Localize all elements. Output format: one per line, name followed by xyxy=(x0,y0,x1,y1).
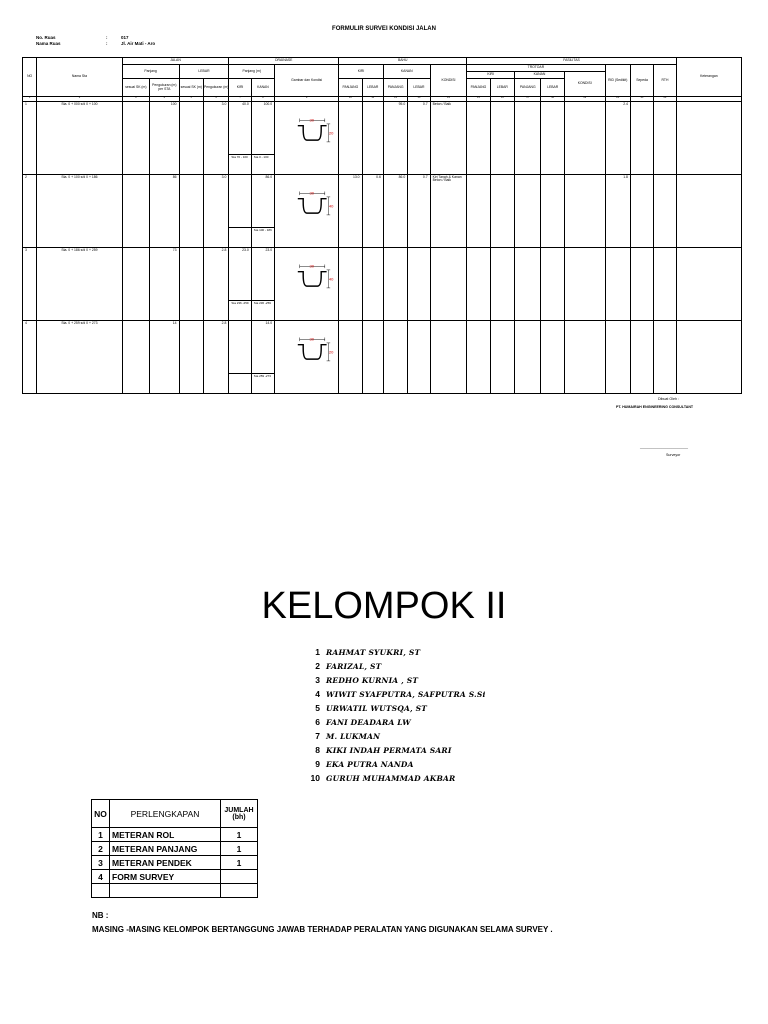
equip-no xyxy=(92,884,110,898)
row-drain-kiri xyxy=(229,320,251,393)
survey-row xyxy=(23,320,742,393)
row-trotoar-kiri-lebar xyxy=(490,101,514,174)
th-trotoar-kanan-panjang: PANJANG xyxy=(515,79,541,97)
row-bahu-kondisi xyxy=(430,247,467,320)
row-sepeda xyxy=(630,174,653,247)
kelompok-title: KELOMPOK II xyxy=(261,585,507,627)
row-bahu-kiri-lebar xyxy=(362,320,383,393)
equip-th-jumlah: JUMLAH (bh) xyxy=(221,800,258,828)
nama-ruas-label: Nama Ruas xyxy=(36,41,61,46)
member-name: FANI DEADARA LW xyxy=(326,717,411,727)
no-ruas-colon: : xyxy=(106,35,108,40)
row-lebar-pengukuran xyxy=(203,101,228,174)
th-trotoar-kiri: KIRI xyxy=(467,72,515,79)
member-number: 4 xyxy=(315,689,320,699)
member-number: 2 xyxy=(315,661,320,671)
row-trotoar-kanan-panjang xyxy=(515,320,541,393)
th-drainase: DRAINASE xyxy=(229,58,339,65)
row-drain-kanan-sta-range: Sta 0 - 100 xyxy=(252,154,274,174)
member-item xyxy=(308,701,486,715)
row-trotoar-kondisi xyxy=(564,320,605,393)
equip-no: 4 xyxy=(92,870,110,884)
drainage-sketch xyxy=(296,116,332,148)
member-name: FARIZAL, ST xyxy=(326,661,382,671)
member-number: 9 xyxy=(315,759,320,769)
row-bahu-kanan-lebar xyxy=(408,247,430,320)
column-number: 4 xyxy=(150,97,179,102)
row-bahu-kiri-panjang xyxy=(339,174,362,247)
member-number: 7 xyxy=(315,731,320,741)
th-trotoar-kanan-lebar: LEBAR xyxy=(541,79,564,97)
row-no-value: 4 xyxy=(25,320,27,325)
row-keterangan xyxy=(676,247,741,320)
th-jalan: JALAN xyxy=(122,58,229,65)
row-sta xyxy=(37,174,122,247)
row-bahu-kondisi xyxy=(430,101,467,174)
member-number: 1 xyxy=(315,647,320,657)
equip-th-no: NO xyxy=(92,800,110,828)
nama-ruas-value: Jl. Air Mati - Aro xyxy=(121,41,156,46)
th-trotoar-kanan: KANAN xyxy=(515,72,565,79)
member-item xyxy=(308,729,486,743)
row-gambar xyxy=(275,101,339,174)
row-trotoar-kanan-panjang xyxy=(515,174,541,247)
th-trotoar-kondisi: KONDISI xyxy=(564,72,605,97)
column-number: 12 xyxy=(383,97,407,102)
equip-no: 1 xyxy=(92,828,110,842)
row-trotoar-kanan-lebar xyxy=(541,101,564,174)
company-name: PT. HUMAIRAH ENGINEERING CONSULTANT xyxy=(616,405,694,409)
member-number: 3 xyxy=(315,675,320,685)
row-bahu-kiri-lebar-value: 0.6 xyxy=(376,174,381,179)
equipment-row xyxy=(92,856,258,870)
row-lebar-pengukuran-value: 3.0 xyxy=(221,174,227,179)
equip-item xyxy=(110,884,221,898)
row-drain-kanan xyxy=(251,174,274,247)
member-item xyxy=(308,673,486,687)
row-drain-kanan-value: 14.0 xyxy=(265,320,273,325)
member-name: GURUH MUHAMMAD AKBAR xyxy=(326,773,456,783)
row-trotoar-kiri-lebar xyxy=(490,247,514,320)
dibuat-oleh-label: Dibuat Oleh : xyxy=(658,397,679,401)
row-no xyxy=(23,101,37,174)
row-rid xyxy=(605,247,630,320)
row-rid-value: 2.4 xyxy=(623,101,628,106)
member-name: WIWIT SYAFPUTRA, SAFPUTRA S.Si xyxy=(326,689,486,699)
equip-item: METERAN PENDEK xyxy=(110,856,221,870)
member-list xyxy=(308,645,486,785)
th-gambar: Gambar dan Kondisi xyxy=(275,65,339,97)
no-ruas-value: 017 xyxy=(121,35,129,40)
th-trotoar: TROTOAR xyxy=(467,65,605,72)
row-sta-value: Sta. 0 + 100 s/d 0 + 186 xyxy=(61,174,98,179)
row-lebar-pengukuran xyxy=(203,320,228,393)
th-bahu-kondisi: KONDISI xyxy=(430,65,467,97)
row-trotoar-kiri-panjang xyxy=(467,320,490,393)
row-bahu-kanan-panjang xyxy=(383,320,407,393)
dim-top-label: 30 xyxy=(309,263,314,269)
row-bahu-kanan-lebar xyxy=(408,101,430,174)
th-bahu-kanan-panjang: PANJANG xyxy=(383,79,407,97)
member-number: 8 xyxy=(315,745,320,755)
row-trotoar-kondisi xyxy=(564,101,605,174)
row-panjang-sk xyxy=(122,247,149,320)
row-no-value: 2 xyxy=(25,174,27,179)
th-pengukuran-lebar: Pengukuran (m) xyxy=(203,79,228,97)
column-number: 22 xyxy=(654,97,676,102)
row-drain-kanan-sta-range: Sta 100 - 186 xyxy=(252,227,274,247)
row-drain-kiri-value: 40.0 xyxy=(242,101,249,106)
column-number: 2 xyxy=(37,97,122,102)
member-item xyxy=(308,771,486,785)
row-drain-kiri-sta-range xyxy=(229,227,250,247)
row-sta-value: Sta. 0 + 259 s/d 0 + 273 xyxy=(61,320,98,325)
row-panjang-pengukuran-value: 86 xyxy=(172,174,177,179)
row-lebar-sk xyxy=(179,101,203,174)
row-bahu-kondisi-value: Beton / Baik xyxy=(432,101,451,106)
row-no xyxy=(23,174,37,247)
survey-table xyxy=(22,57,742,394)
row-bahu-kiri-lebar xyxy=(362,101,383,174)
row-trotoar-kanan-lebar xyxy=(541,320,564,393)
row-trotoar-kiri-lebar xyxy=(490,320,514,393)
column-number: 14 xyxy=(430,97,467,102)
row-sta xyxy=(37,101,122,174)
signature-line: ________________________ xyxy=(640,445,688,449)
row-bahu-kanan-lebar-value: 0.7 xyxy=(422,174,428,179)
row-bahu-kiri-panjang xyxy=(339,320,362,393)
row-rid xyxy=(605,174,630,247)
member-number: 6 xyxy=(315,717,320,727)
column-number: 21 xyxy=(630,97,653,102)
row-bahu-kanan-lebar xyxy=(408,174,430,247)
column-number: 8 xyxy=(251,97,274,102)
row-gambar xyxy=(275,320,339,393)
row-panjang-pengukuran-value: 73 xyxy=(172,247,177,252)
row-drain-kiri xyxy=(229,174,251,247)
th-drain-panjang: Panjang (m) xyxy=(229,65,275,79)
th-fasilitas: FASILITAS xyxy=(467,58,676,65)
row-keterangan xyxy=(676,174,741,247)
row-trotoar-kiri-panjang xyxy=(467,174,490,247)
row-drain-kiri-sta-range xyxy=(229,373,250,393)
row-drain-kiri-sta-range: Sta 70 - 100 xyxy=(229,154,250,174)
th-lebar: LEBAR xyxy=(179,65,229,79)
equip-no: 2 xyxy=(92,842,110,856)
row-trotoar-kanan-lebar xyxy=(541,247,564,320)
th-sepeda: Sepeda xyxy=(630,65,653,97)
row-trotoar-kondisi xyxy=(564,174,605,247)
member-item xyxy=(308,687,486,701)
column-number: 10 xyxy=(339,97,362,102)
th-bahu-kanan: KANAN xyxy=(383,65,430,79)
dim-side-label: 20 xyxy=(328,130,333,136)
member-name: REDHO KURNIA , ST xyxy=(326,675,419,685)
dim-top-label: 30 xyxy=(309,190,314,196)
survey-row xyxy=(23,101,742,174)
row-panjang-sk xyxy=(122,174,149,247)
row-trotoar-kanan-panjang xyxy=(515,247,541,320)
member-item xyxy=(308,659,486,673)
row-keterangan xyxy=(676,101,741,174)
row-bahu-kiri-panjang-value: 13.0 xyxy=(352,174,360,179)
member-name: EKA PUTRA NANDA xyxy=(326,759,414,769)
th-panjang: Panjang xyxy=(122,65,179,79)
row-sepeda xyxy=(630,101,653,174)
dim-side-label: 40 xyxy=(328,203,333,209)
th-rid: RID (Sedikit) xyxy=(605,65,630,97)
row-lebar-pengukuran-value: 2.8 xyxy=(221,247,227,252)
row-rth xyxy=(654,174,676,247)
member-item xyxy=(308,715,486,729)
row-gambar xyxy=(275,174,339,247)
equip-qty: 1 xyxy=(221,828,258,842)
column-number: 3 xyxy=(122,97,149,102)
row-bahu-kiri-lebar xyxy=(362,174,383,247)
column-number: 9 xyxy=(275,97,339,102)
row-sta-value: Sta. 0 + 186 s/d 0 + 259 xyxy=(61,247,98,252)
column-number: 13 xyxy=(408,97,430,102)
row-lebar-pengukuran-value: 3.0 xyxy=(221,101,227,106)
equip-item: METERAN PANJANG xyxy=(110,842,221,856)
form-title: FORMULIR SURVEI KONDISI JALAN xyxy=(332,26,436,32)
column-number: 18 xyxy=(541,97,564,102)
row-panjang-pengukuran xyxy=(150,320,179,393)
row-panjang-sk xyxy=(122,101,149,174)
row-drain-kanan xyxy=(251,247,274,320)
row-bahu-kondisi-value: Kiri Tanah & Kanan Beton / Baik xyxy=(432,174,462,183)
row-drain-kiri xyxy=(229,101,251,174)
row-drain-kiri xyxy=(229,247,251,320)
row-drain-kanan-sta-range: Sta 259 -273 xyxy=(252,373,274,393)
row-panjang-pengukuran-value: 100 xyxy=(170,101,177,106)
row-drain-kanan-value: 100.0 xyxy=(263,101,273,106)
th-pengukuran-sta: Pengukuran (m) per STA xyxy=(150,79,179,97)
surveyor-label: Surveyor xyxy=(666,453,681,457)
row-bahu-kiri-panjang xyxy=(339,101,362,174)
th-bahu: BAHU xyxy=(339,58,467,65)
row-bahu-kanan-panjang xyxy=(383,247,407,320)
row-no xyxy=(23,247,37,320)
row-lebar-pengukuran xyxy=(203,247,228,320)
row-bahu-kondisi xyxy=(430,320,467,393)
row-rth xyxy=(654,247,676,320)
th-sesuai-sk-lebar: sesuai SK (m) xyxy=(179,79,203,97)
row-trotoar-kanan-lebar xyxy=(541,174,564,247)
th-bahu-kanan-lebar: LEBAR xyxy=(408,79,430,97)
no-ruas-label: No. Ruas xyxy=(36,35,56,40)
equip-item: METERAN ROL xyxy=(110,828,221,842)
th-bahu-kiri: KIRI xyxy=(339,65,384,79)
row-bahu-kanan-panjang xyxy=(383,101,407,174)
row-rth xyxy=(654,320,676,393)
drainage-sketch xyxy=(296,262,332,294)
row-rid xyxy=(605,320,630,393)
row-sepeda xyxy=(630,320,653,393)
row-lebar-sk xyxy=(179,174,203,247)
equip-qty xyxy=(221,870,258,884)
equipment-row xyxy=(92,884,258,898)
row-sta xyxy=(37,247,122,320)
member-name: RAHMAT SYUKRI, ST xyxy=(326,647,421,657)
member-name: M. LUKMAN xyxy=(326,731,381,741)
row-sepeda xyxy=(630,247,653,320)
member-item xyxy=(308,743,486,757)
row-bahu-kanan-panjang-value: 86.0 xyxy=(398,174,406,179)
row-drain-kanan-sta-range: Sta 236 -259 xyxy=(252,300,274,320)
row-panjang-pengukuran xyxy=(150,174,179,247)
member-number: 10 xyxy=(310,773,320,783)
row-drain-kanan xyxy=(251,101,274,174)
nb-text: MASING -MASING KELOMPOK BERTANGGUNG JAWAB TERHADAP PERALATAN YANG DIGUNAKAN SELAMA SURVEY . xyxy=(92,925,553,934)
row-gambar xyxy=(275,247,339,320)
column-number: 19 xyxy=(564,97,605,102)
row-trotoar-kondisi xyxy=(564,247,605,320)
equip-item: FORM SURVEY xyxy=(110,870,221,884)
equipment-row xyxy=(92,828,258,842)
dim-side-label: 20 xyxy=(328,349,333,355)
drainage-sketch xyxy=(296,189,332,221)
row-lebar-pengukuran xyxy=(203,174,228,247)
th-sesuai-sk: sesuai SK (m) xyxy=(122,79,149,97)
th-trotoar-kiri-lebar: LEBAR xyxy=(490,79,514,97)
member-item xyxy=(308,645,486,659)
th-rth: RTH xyxy=(654,65,676,97)
dim-top-label: 30 xyxy=(309,117,314,123)
dim-top-label: 30 xyxy=(309,336,314,342)
row-trotoar-kiri-lebar xyxy=(490,174,514,247)
row-lebar-sk xyxy=(179,320,203,393)
survey-row xyxy=(23,174,742,247)
equipment-row xyxy=(92,842,258,856)
th-bahu-kiri-lebar: LEBAR xyxy=(362,79,383,97)
row-panjang-sk xyxy=(122,320,149,393)
row-drain-kanan-value: 86.0 xyxy=(265,174,273,179)
column-number: 15 xyxy=(467,97,490,102)
row-drain-kanan-value: 23.0 xyxy=(265,247,273,252)
member-name: URWATIL WUTSQA, ST xyxy=(326,703,428,713)
column-number: 5 xyxy=(179,97,203,102)
nb-label: NB : xyxy=(92,911,109,920)
row-bahu-kondisi xyxy=(430,174,467,247)
row-bahu-kiri-panjang xyxy=(339,247,362,320)
column-number: 7 xyxy=(229,97,251,102)
equipment-table xyxy=(91,799,258,898)
row-sta xyxy=(37,320,122,393)
row-panjang-pengukuran xyxy=(150,101,179,174)
th-no: NO xyxy=(23,58,37,97)
dim-side-label: 40 xyxy=(328,276,333,282)
row-rid xyxy=(605,101,630,174)
row-drain-kiri-value: 23.0 xyxy=(242,247,249,252)
th-keterangan: Keterangan xyxy=(676,58,741,97)
row-bahu-kanan-lebar-value: 0.7 xyxy=(422,101,428,106)
row-trotoar-kanan-panjang xyxy=(515,101,541,174)
column-number: 16 xyxy=(490,97,514,102)
column-number: 1 xyxy=(23,97,37,102)
th-nama-sta: Nama Sta xyxy=(37,58,122,97)
th-drain-kanan: KANAN xyxy=(251,79,274,97)
column-number: 17 xyxy=(515,97,541,102)
equip-no: 3 xyxy=(92,856,110,870)
column-number: 20 xyxy=(605,97,630,102)
row-panjang-pengukuran xyxy=(150,247,179,320)
row-drain-kiri-sta-range: Sta 236 -259 xyxy=(229,300,250,320)
equip-qty xyxy=(221,884,258,898)
equip-qty: 1 xyxy=(221,842,258,856)
row-no xyxy=(23,320,37,393)
th-drain-kiri: KIRI xyxy=(229,79,251,97)
row-panjang-pengukuran-value: 14 xyxy=(172,320,177,325)
nama-ruas-colon: : xyxy=(106,41,108,46)
equip-th-perlengkapan: PERLENGKAPAN xyxy=(110,800,221,828)
row-rth xyxy=(654,101,676,174)
row-keterangan xyxy=(676,320,741,393)
th-trotoar-kiri-panjang: PANJANG xyxy=(467,79,490,97)
equip-qty: 1 xyxy=(221,856,258,870)
column-number: 11 xyxy=(362,97,383,102)
row-bahu-kanan-panjang-value: 95.0 xyxy=(398,101,406,106)
member-number: 5 xyxy=(315,703,320,713)
row-trotoar-kiri-panjang xyxy=(467,101,490,174)
row-lebar-sk xyxy=(179,247,203,320)
th-bahu-kiri-panjang: PANJANG xyxy=(339,79,362,97)
drainage-sketch xyxy=(296,335,332,367)
survey-row xyxy=(23,247,742,320)
row-trotoar-kiri-panjang xyxy=(467,247,490,320)
member-name: KIKI INDAH PERMATA SARI xyxy=(326,745,452,755)
row-rid-value: 1.8 xyxy=(623,174,628,179)
row-bahu-kiri-lebar xyxy=(362,247,383,320)
row-drain-kanan xyxy=(251,320,274,393)
row-no-value: 3 xyxy=(25,247,27,252)
row-bahu-kanan-panjang xyxy=(383,174,407,247)
row-lebar-pengukuran-value: 2.8 xyxy=(221,320,227,325)
equipment-row xyxy=(92,870,258,884)
member-item xyxy=(308,757,486,771)
row-sta-value: Sta. 0 + 000 s/d 0 + 100 xyxy=(61,101,98,106)
column-number: 6 xyxy=(203,97,228,102)
row-bahu-kanan-lebar xyxy=(408,320,430,393)
row-no-value: 1 xyxy=(25,101,27,106)
